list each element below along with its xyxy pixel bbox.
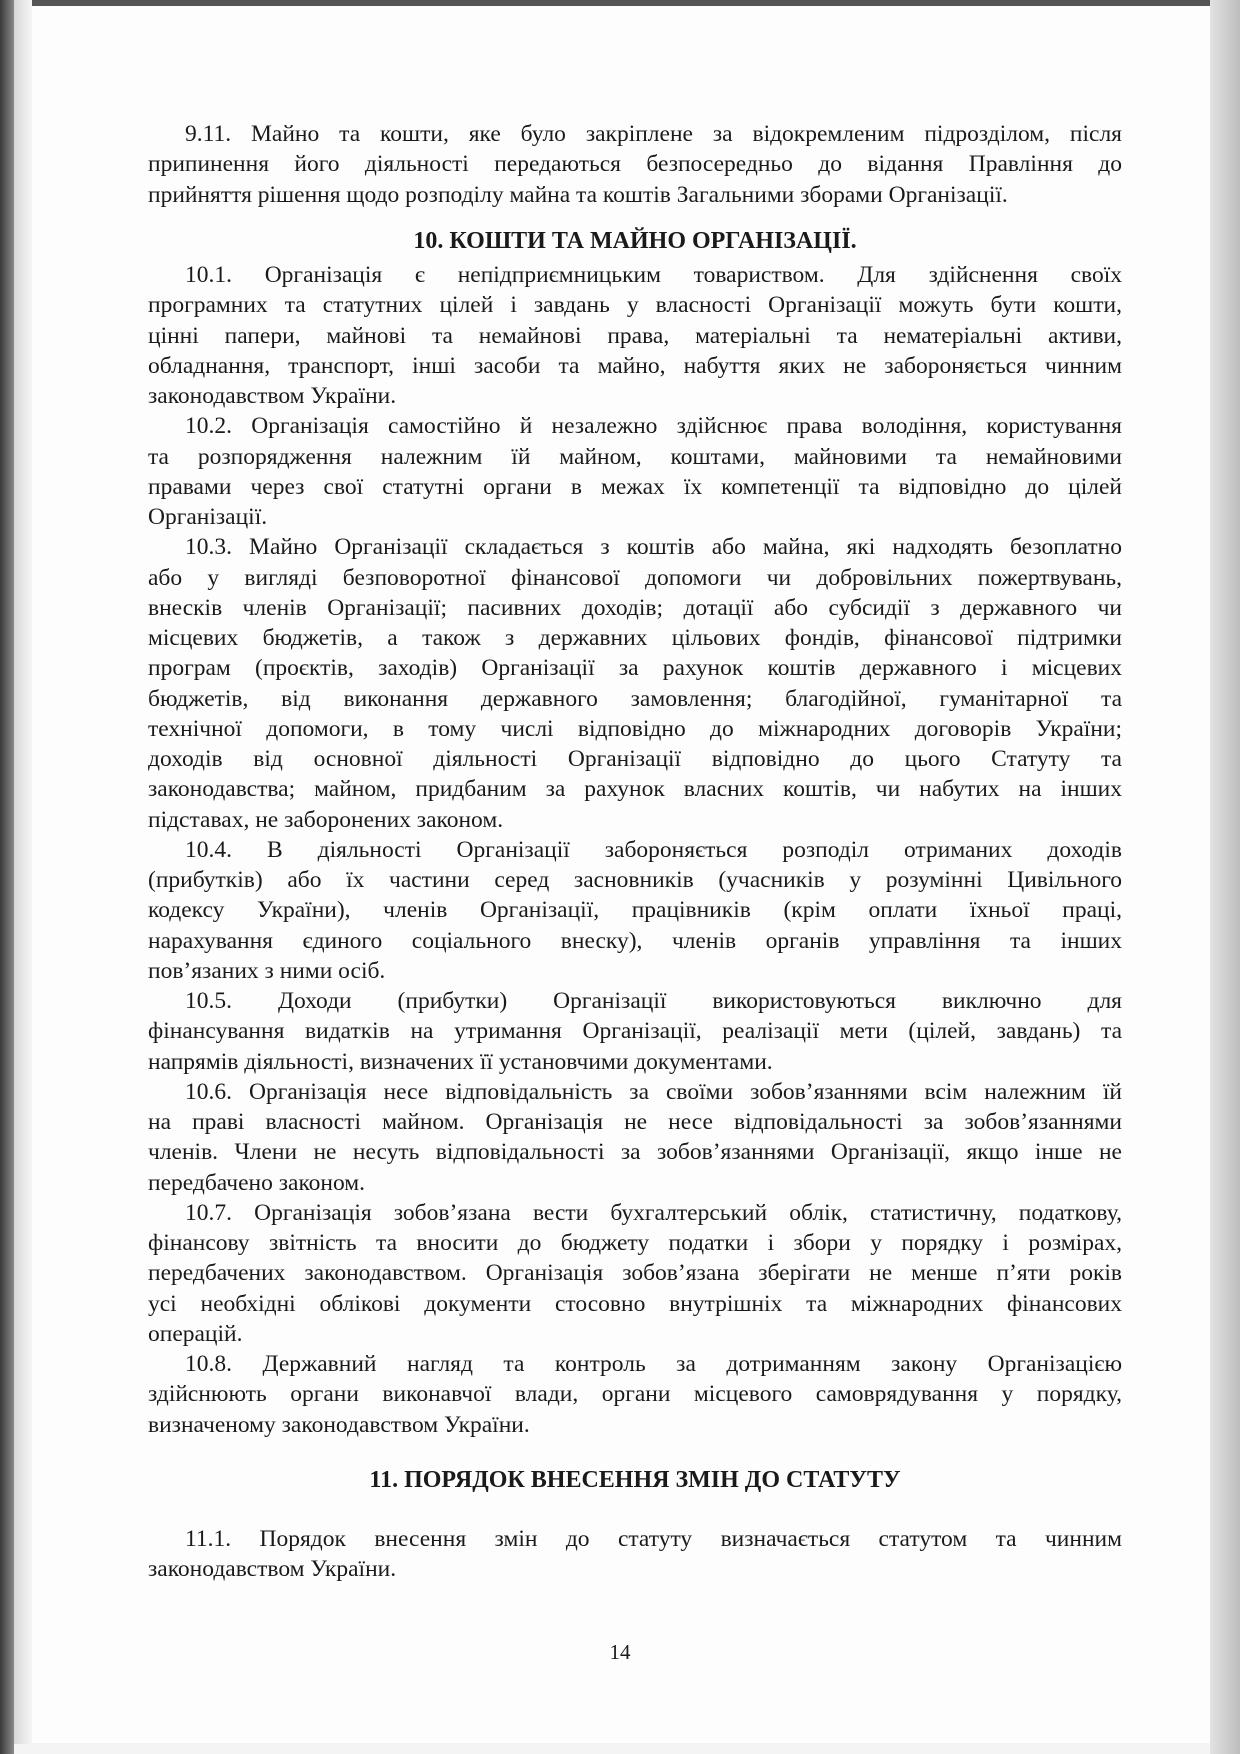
text-line: 10.4. В діяльності Організації забороняється розподіл отриманих доходів (185, 836, 1122, 863)
paragraph (148, 532, 1122, 835)
text-line: пов’язаних з ними осіб. (148, 957, 386, 984)
text-line: доходів від основної діяльності Організації відповідно до цього Статуту та (148, 746, 1122, 772)
text-line: членів. Члени не несуть відповідальності за зобов’язаннями Організації, якщо інше не (148, 1139, 1122, 1166)
paragraph (148, 986, 1122, 1077)
text-line: 10.7. Організація зобов’язана вести бухгалтерський облік, статистичну, податкову, (185, 1199, 1122, 1226)
text-line: цінні папери, майнові та немайнові права, матеріальні та нематеріальні активи, (148, 322, 1122, 349)
text-line: фінансування видатків на утримання Організації, реалізації мети (цілей, завдань) та (148, 1018, 1122, 1045)
text-line: кодексу України), членів Організації, працівників (крім оплати їхньої праці, (148, 897, 1122, 924)
text-line: 10.6. Організація несе відповідальність за своїми зобов’язаннями всім належним їй (185, 1078, 1122, 1105)
text-line: 11.1. Порядок внесення змін до статуту визначається статутом та чинним (185, 1526, 1122, 1552)
scan-left-edge (0, 0, 14, 1754)
text-line: (прибутків) або їх частини серед засновників (учасників у розумінні Цивільного (148, 867, 1122, 893)
scan-left-shadow (14, 0, 32, 1744)
text-line: внесків членів Організації; пасивних доходів; дотації або субсидії з державного чи (148, 594, 1122, 621)
text-line: Організації. (148, 504, 268, 530)
text-line: підставах, не заборонених законом. (148, 806, 504, 833)
paragraph (148, 1524, 1122, 1585)
text-line: та розпорядження належним їй майном, коштами, майновими та немайновими (148, 443, 1122, 470)
text-line: прийняття рішення щодо розподілу майна та коштів Загальними зборами Організації. (148, 181, 1008, 208)
text-line: визначеному законодавством України. (148, 1411, 530, 1438)
text-line: правами через свої статутні органи в межах їх компетенції та відповідно до цілей (148, 473, 1122, 500)
text-line: фінансову звітність та вносити до бюджету податки і збори у порядку і розмірах, (148, 1230, 1122, 1256)
section-10-text (148, 260, 1122, 1440)
text-line: передбачено законом. (148, 1169, 366, 1196)
paragraph (148, 260, 1122, 411)
paragraph (148, 1077, 1122, 1198)
text-line: технічної допомоги, в тому числі відповідно до міжнародних договорів України; (148, 715, 1122, 742)
text-line: законодавства; майном, придбаним за рахунок власних коштів, чи набутих на інших (148, 776, 1122, 803)
section-10-heading: 10. КОШТИ ТА МАЙНО ОРГАНІЗАЦІЇ. (413, 228, 857, 254)
text-line: 10.3. Майно Організації складається з коштів або майна, які надходять безоплатно (185, 534, 1122, 561)
paragraph (148, 411, 1122, 532)
text-line: місцевих бюджетів, а також з державних цільових фондів, фінансової підтримки (148, 625, 1122, 651)
text-line: 10.1. Організація є непідприємницьким товариством. Для здійснення своїх (185, 262, 1122, 288)
section-9-text (148, 119, 1122, 210)
text-line: 10.2. Організація самостійно й незалежно здійснює права володіння, користування (185, 413, 1122, 440)
text-line: операцій. (148, 1320, 243, 1347)
paragraph (148, 1198, 1122, 1349)
text-line: 9.11. Майно та кошти, яке було закріплене за відокремленим підрозділом, після (185, 121, 1122, 147)
text-line: передбачених законодавством. Організація зобов’язана зберігати не менше п’яти років (148, 1260, 1122, 1287)
text-line: нарахування єдиного соціального внеску), членів органів управління та інших (148, 927, 1122, 954)
text-line: усі необхідні облікові документи стосовно внутрішніх та міжнародних фінансових (148, 1290, 1122, 1317)
section-11-text (148, 1524, 1122, 1585)
text-line: здійснюють органи виконавчої влади, органи місцевого самоврядування у порядку, (148, 1381, 1122, 1408)
text-line: 10.5. Доходи (прибутки) Організації використовуються виключно для (185, 988, 1122, 1014)
text-line: законодавством України. (148, 1556, 397, 1583)
text-line: припинення його діяльності передаються безпосередньо до відання Правління до (148, 151, 1122, 178)
paragraph (148, 1349, 1122, 1440)
text-line: бюджетів, від виконання державного замовлення; благодійної, гуманітарної та (148, 685, 1122, 712)
text-line: програмних та статутних цілей і завдань у власності Організації можуть бути кошти, (148, 292, 1122, 319)
page-number: 14 (609, 1640, 631, 1664)
scan-right-edge (1210, 0, 1240, 1754)
text-line: 10.8. Державний нагляд та контроль за дотриманням закону Організацією (185, 1351, 1122, 1377)
text-line: програм (проєктів, заходів) Організації за рахунок коштів державного і місцевих (148, 655, 1122, 682)
text-line: або у вигляді безповоротної фінансової допомоги чи добровільних пожертвувань, (148, 564, 1122, 591)
text-line: законодавством України. (148, 383, 397, 409)
text-line: обладнання, транспорт, інші засоби та майно, набуття яких не забороняється чинним (148, 352, 1122, 379)
section-11-heading: 11. ПОРЯДОК ВНЕСЕННЯ ЗМІН ДО СТАТУТУ (369, 1467, 901, 1493)
text-line: на праві власності майном. Організація не несе відповідальності за зобов’язаннями (148, 1109, 1122, 1135)
text-line: напрямів діяльності, визначених її установчими документами. (148, 1048, 773, 1075)
paragraph (148, 835, 1122, 986)
paragraph (148, 119, 1122, 210)
